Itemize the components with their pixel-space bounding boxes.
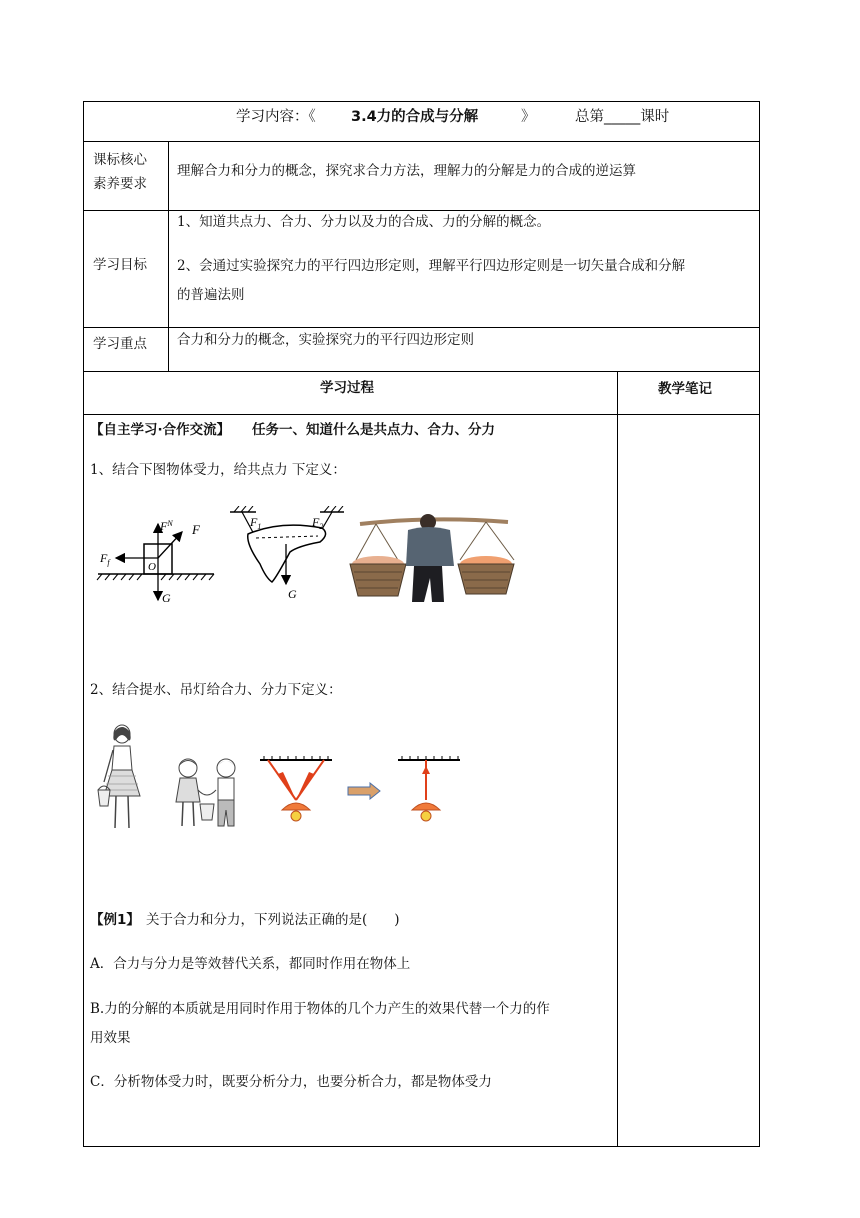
notes-column-header: 教学笔记	[658, 381, 712, 397]
goals-label: 学习目标	[93, 257, 147, 273]
label-f2: $F_2$	[312, 515, 324, 531]
option-b-line2: 用效果	[90, 1030, 131, 1046]
label-f1: $F_1$	[250, 515, 262, 531]
lamp-two-strings	[256, 756, 336, 828]
row-divider	[83, 371, 760, 372]
transition-arrow	[346, 782, 382, 800]
hanging-log-diagram	[226, 506, 346, 606]
table-border-left	[83, 101, 84, 1147]
task-tag: 【自主学习·合作交流】	[90, 422, 231, 438]
question-1: 1、结合下图物体受力，给共点力 下定义：	[90, 462, 346, 478]
header-suffix: 》	[521, 109, 536, 125]
label-o: O	[148, 561, 156, 573]
label-column-divider	[168, 141, 169, 371]
label-ff: $F_f$	[100, 551, 110, 567]
table-border-right	[759, 101, 760, 1147]
task-title: 任务一、知道什么是共点力、合力、分力	[252, 422, 495, 438]
goal-2-line1: 2、会通过实验探究力的平行四边形定则，理解平行四边形定则是一切矢量合成和分解	[177, 258, 686, 274]
process-column-header: 学习过程	[320, 380, 374, 396]
key-points-text: 合力和分力的概念，实验探究力的平行四边形定则	[177, 332, 474, 348]
core-label-line1: 课标核心	[93, 152, 147, 168]
label-fn: $F^N$	[160, 519, 173, 533]
table-border-top	[83, 101, 760, 102]
carrying-pole-photo	[346, 508, 518, 604]
option-c: C．分析物体受力时，既要分析分力，也要分析合力，都是物体受力	[90, 1074, 492, 1090]
row-divider	[83, 141, 760, 142]
lesson-title: 3.4力的合成与分解	[351, 109, 479, 125]
goal-2-line2: 的普遍法则	[177, 287, 245, 303]
block-force-diagram	[96, 512, 216, 604]
key-points-label: 学习重点	[93, 336, 147, 352]
core-label-line2: 素养要求	[93, 176, 147, 192]
lamp-single-string	[394, 756, 464, 828]
label-g2: G	[288, 587, 297, 601]
header-prefix: 学习内容：《	[236, 109, 316, 125]
table-border-bottom	[83, 1146, 760, 1147]
period-count: 总第_____课时	[575, 109, 670, 125]
core-requirement-text: 理解合力和分力的概念，探究求合力方法，理解力的分解是力的合成的逆运算	[177, 163, 636, 179]
label-f: F	[192, 522, 200, 537]
example-tag: 【例1】	[90, 912, 140, 928]
children-carrying-bucket	[170, 756, 246, 832]
example-stem: 关于合力和分力，下列说法正确的是( )	[146, 912, 400, 928]
goal-1: 1、知道共点力、合力、分力以及力的合成、力的分解的概念。	[177, 214, 551, 230]
label-g1: G	[162, 591, 171, 604]
option-b-line1: B.力的分解的本质就是用同时作用于物体的几个力产生的效果代替一个力的作	[90, 1001, 550, 1017]
question-2: 2、结合提水、吊灯给合力、分力下定义：	[90, 682, 342, 698]
notes-column-divider	[617, 371, 618, 1146]
row-divider	[83, 327, 760, 328]
girl-carrying-bucket	[96, 724, 148, 832]
option-a: A．合力与分力是等效替代关系，都同时作用在物体上	[90, 956, 411, 972]
row-divider	[83, 210, 760, 211]
row-divider	[83, 414, 760, 415]
